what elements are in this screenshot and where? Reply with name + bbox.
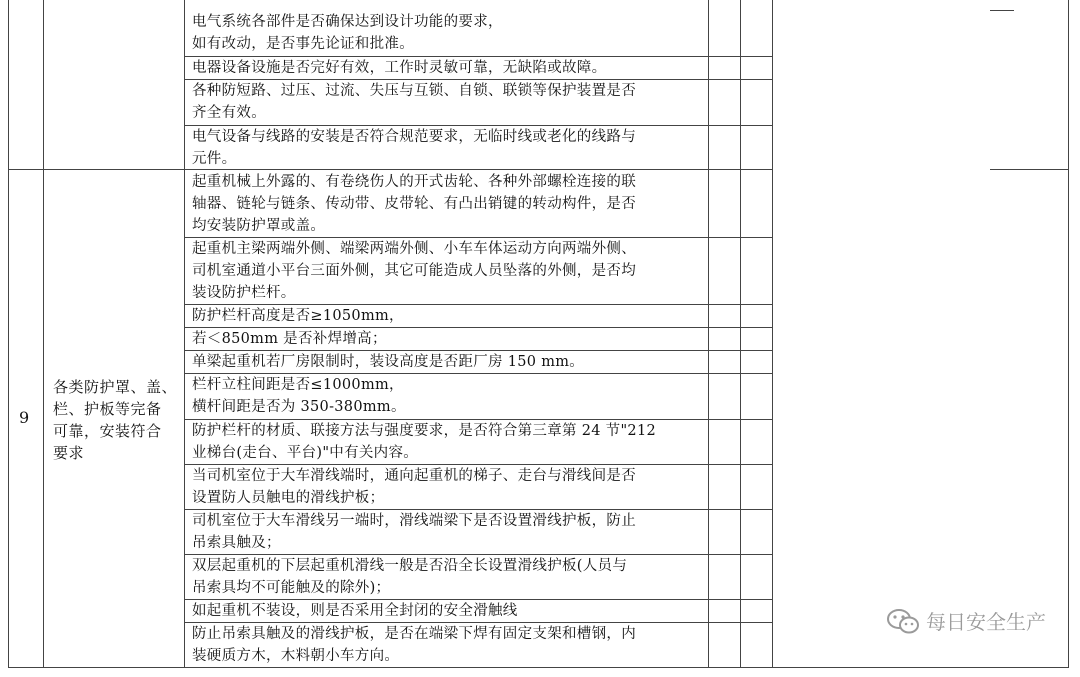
item-text: 电器设备设施是否完好有效，工作时灵敏可靠，无缺陷或故障。: [192, 60, 607, 76]
category-text: 栏、护板等完备: [53, 400, 162, 418]
table-border-bottom: [8, 667, 1069, 668]
item-text: 齐全有效。: [192, 105, 266, 121]
category-text: 可靠，安装符合: [53, 422, 162, 440]
item-text: 各种防短路、过压、过流、失压与互锁、自锁、联锁等保护装置是否: [192, 83, 636, 99]
table-border-left: [8, 0, 9, 668]
wechat-icon: [886, 607, 920, 635]
item-text: 防护栏杆的材质、联接方法与强度要求，是否符合第三章第 24 节"212: [192, 423, 657, 439]
remark-divider: [990, 169, 1069, 170]
watermark-text: 每日安全生产: [926, 610, 1046, 634]
item-text: 起重机械上外露的、有卷绕伤人的开式齿轮、各种外部螺栓连接的联: [192, 174, 636, 190]
category-text: 要求: [53, 444, 85, 462]
item-text: 栏杆立柱间距是否≤1000mm，: [192, 377, 404, 393]
item-text: 若＜850mm 是否补焊增高；: [192, 331, 387, 347]
column-divider: [772, 0, 773, 668]
section-number: 9: [19, 408, 30, 427]
item-text: 均安装防护罩或盖。: [192, 218, 326, 234]
item-text: 司机室位于大车滑线另一端时，滑线端梁下是否设置滑线护板，防止: [192, 513, 636, 529]
item-text: 横杆间距是否为 350-380mm。: [192, 399, 406, 415]
item-text: 装设防护栏杆。: [192, 285, 296, 301]
column-divider: [184, 0, 185, 668]
category-text: 各类防护罩、盖、: [53, 378, 178, 396]
column-divider: [708, 0, 709, 668]
item-text: 司机室通道小平台三面外侧，其它可能造成人员坠落的外侧，是否均: [192, 263, 636, 279]
item-text: 轴器、链轮与链条、传动带、皮带轮、有凸出销键的转动构件，是否: [192, 196, 636, 212]
row-divider: [8, 169, 773, 170]
item-text: 如有改动，是否事先论证和批准。: [192, 36, 414, 52]
table-border-right: [1068, 0, 1069, 668]
item-text: 电气系统各部件是否确保达到设计功能的要求，: [192, 14, 503, 30]
item-text: 元件。: [192, 151, 237, 167]
item-text: 当司机室位于大车滑线端时，通向起重机的梯子、走台与滑线间是否: [192, 468, 636, 484]
remark-mark: [990, 10, 1014, 11]
item-text: 单梁起重机若厂房限制时，装设高度是否距厂房 150 mm。: [192, 354, 585, 370]
column-divider: [740, 0, 741, 668]
item-text: 防止吊索具触及的滑线护板，是否在端梁下焊有固定支架和槽钢，内: [192, 626, 636, 642]
item-text: 装硬质方木，木料朝小车方向。: [192, 648, 400, 664]
item-text: 业梯台(走台、平台)"中有关内容。: [192, 445, 419, 461]
watermark: [886, 606, 1046, 635]
item-text: 双层起重机的下层起重机滑线一般是否沿全长设置滑线护板(人员与: [192, 558, 628, 574]
item-text: 如起重机不装设，则是否采用全封闭的安全滑触线: [192, 603, 518, 619]
item-text: 设置防人员触电的滑线护板；: [192, 490, 385, 506]
item-text: 起重机主梁两端外侧、端梁两端外侧、小车车体运动方向两端外侧、: [192, 241, 636, 257]
column-divider: [43, 0, 44, 668]
item-text: 防护栏杆高度是否≥1050mm，: [192, 308, 404, 324]
item-text: 电气设备与线路的安装是否符合规范要求，无临时线或老化的线路与: [192, 129, 636, 145]
item-text: 吊索具触及；: [192, 535, 281, 551]
item-text: 吊索具均不可能触及的除外)；: [192, 580, 391, 596]
